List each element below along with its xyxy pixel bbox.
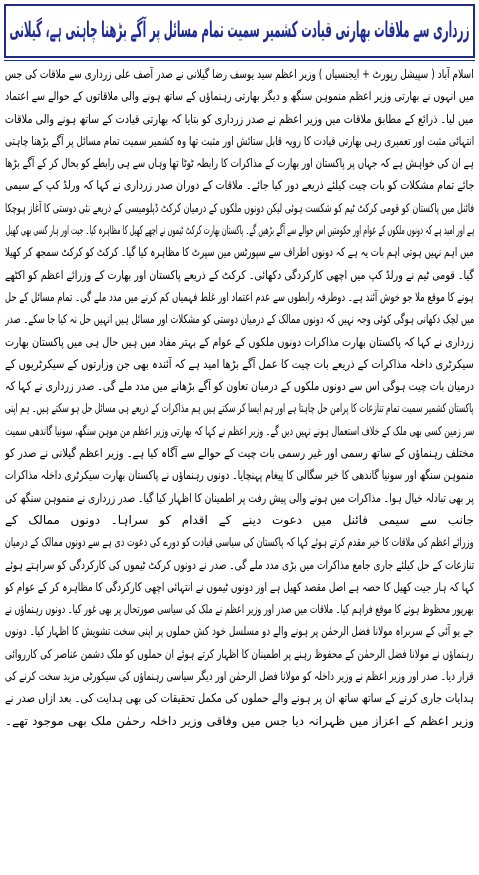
article-line: ہدایات جاری کرنے کے ساتھ ساتھ ان پر ہونے والے حملوں کی مکمل تحقیقات کی بھی ہدایت کی۔ بعد ازاں صدر نے — [5, 691, 474, 706]
article-line: ہے ان کی خواہش ہے کہ جہاں پر پاکستان اور بھارت کے مذاکرات کا رابطہ ٹوٹا تھا وہاں سے ہی رابطے کو بحال کر کے آگے بڑھا — [5, 156, 474, 171]
article-line: فائنل میں پاکستان کو قومی کرکٹ ٹیم کو شکست ہوئی لیکن دونوں ملکوں کے درمیان کرکٹ ڈپلومیسی کے ذریعے نئی دوستی کا آغاز ہوچکا — [5, 200, 474, 215]
article-line: زرداری نے کہا کہ پاکستان بھارت مذاکرات دونوں ملکوں کے عوام کے بہتر مفاد میں ہیں حال ہی میں پاکستان بھارت — [5, 334, 474, 349]
article-line: وزیر اعظم کے اعزاز میں ظہرانہ دیا جس میں وفاقی وزیر داخلہ رحمٰن ملک بھی موجود تھے۔ — [5, 713, 474, 728]
headline-box — [4, 4, 475, 58]
article-line: انتہائی مثبت اور تعمیری رہی بھارتی قیادت کا رویہ قابل ستائش اور مثبت تھا وہ کشمیر سمیت تمام مسائل پر آگے بڑھنا چاہتی — [5, 133, 474, 148]
article-line: میں اہم نہیں ہوتی اہم بات یہ ہے کہ دونوں اطراف سے سپورٹس مین سپرٹ کا مظاہرہ کیا گیا۔ کرکٹ کو کرکٹ سمجھ کر کھیلا — [5, 245, 474, 260]
article-body — [5, 63, 474, 869]
article-line: میں لیا۔ ذرائع کے مطابق ملاقات میں وزیر اعظم نے صدر زرداری کو بتایا کہ بھارتی قیادت کے ساتھ ہونے والی ملاقات — [5, 111, 474, 126]
article-line: ہونے کا موقع ملا جو خوش آئند ہے۔ دوطرفہ رابطوں سے عدم اعتماد اور غلط فہمیاں کم کرنے میں مدد ملے گی۔ تمام مسائل کے حل — [5, 289, 474, 304]
article-line: میں انہوں نے بھارتی وزیر اعظم منموہن سنگھ و دیگر بھارتی رہنماؤں کے ساتھ ہونے والی ملاقاتوں کے حوالے سے اعتماد — [5, 89, 474, 104]
article-line: پاکستان کشمیر سمیت تمام تنازعات کا پرامن حل چاہتا ہے اور ہم ایسا کر سکتے ہیں ہم مذاکرات کے ذریعے ہی مسائل حل ہو سکتے ہیں۔ ہم اپنی — [5, 401, 474, 416]
article-line: گیا۔ قومی ٹیم نے ورلڈ کپ میں اچھی کارکردگی دکھائی۔ کرکٹ کے ذریعے پاکستان اور بھارت کے وزرائے اعظم کو اکٹھے — [5, 267, 474, 282]
article-line: جے یو آئی کے سربراہ مولانا فضل الرحمٰن پر ہونے والے دو مسلسل خود کش حملوں پر اپنی سخت تشویش کا اظہار کیا۔ دونوں — [5, 624, 474, 639]
headline-divider — [4, 60, 475, 61]
article-line: درمیان بات چیت ہوگی اس سے دونوں ملکوں کے درمیان تعاون کو آگے بڑھانے میں مدد ملے گی۔ صدر زرداری نے کہا کہ — [5, 379, 474, 394]
article-line: اسلام آباد ( سپیشل رپورٹ + ایجنسیاں ) وزیر اعظم سید یوسف رضا گیلانی نے صدر آصف علی زرداری سے ملاقات کی جس — [5, 67, 474, 81]
article-line: بھرپور محظوظ ہونے کا موقع فراہم کیا۔ ملاقات میں صدر اور وزیر اعظم نے ملک کی سیاسی صورتحال پر بھی غور کیا۔ دونوں رہنماؤں نے — [5, 602, 474, 617]
article-line: سیکرٹری داخلہ مذاکرات کے ذریعے بات چیت کا عمل آگے بڑھا امید ہے کہ آئندہ بھی جن وزارتوں کے سیکرٹریوں کے — [5, 356, 474, 371]
article-line: میں لچک دکھانی ہوگی کوئی وجہ نہیں کہ دونوں ممالک کے درمیان دوستی کو مشکلات اور مسائل ہیں انہیں حل نہ کیا جا سکے۔ صدر — [5, 312, 474, 327]
article-line: وزرائے اعظم کی ملاقات کا خیر مقدم کرتے ہوئے کہا کہ پاکستان کی سیاسی قیادت کو دورے کی دعوت دی ہے سے دونوں ممالک کے درمیان — [5, 535, 474, 550]
article-line: قرار دیا۔ صدر اور وزیر اعظم نے وزیر داخلہ کو مولانا فضل الرحمٰن اور دیگر سیاسی رہنماؤں کی سیکورٹی مزید سخت کرنے کی — [5, 669, 474, 684]
headline: زرداری سے ملاقات بھارتی قیادت کشمیر سمیت تمام مسائل پر آگے بڑھنا چاہتی ہے، گیلانی — [9, 18, 470, 43]
article-line: جانب سے سیمی فائنل میں دعوت دینے کے اقدام کو سراہا۔ دونوں ممالک کے — [5, 512, 474, 527]
article-line: پر بھی تبادلہ خیال ہوا۔ مذاکرات میں ہونے والی پیش رفت پر اطمینان کا اظہار کیا گیا۔ صدر زرداری نے منموہن سنگھ کی — [5, 490, 474, 505]
article-line: کہا کہ ہار جیت کھیل کا حصہ ہے اصل مقصد کھیل ہے اور دونوں ٹیموں نے انتہائی اچھی کارکردگی کا مظاہرہ کر کے عوام کو — [5, 579, 474, 594]
article-line: سر زمین کسی بھی ملک کے خلاف استعمال ہونے نہیں دیں گے۔ وزیر اعظم نے کہا کہ بھارتی وزیر اعظم من موہن سنگھ، سونیا گاندھی سمیت — [5, 423, 474, 438]
article-line: منموہن سنگھ اور سونیا گاندھی کا خیر سگالی کا پیغام پہنچایا۔ دونوں رہنماؤں نے پاکستان بھارت سیکرٹری داخلہ مذاکرات — [5, 468, 474, 483]
article-line: ہے اور امید ہے کہ دونوں ملکوں کے عوام اور حکومتیں اس حوالے سے آگے بڑھیں گے۔ پاکستان بھارت کرکٹ ٹیموں نے اچھے کھیل کا مظاہرہ کیا۔ جیت اور ہار کسی بھی کھیل — [5, 223, 474, 238]
article-line: تنازعات کے حل کیلئے جاری جامع مذاکرات میں بڑی مدد ملے گی۔ صدر نے دونوں کرکٹ ٹیموں کی کارکردگی کو سراہتے ہوئے — [5, 557, 474, 572]
article-line: جائے تمام مشکلات کو بات چیت کیلئے ذریعے دور کیا جائے۔ ملاقات کے دوران صدر زرداری نے کہا کہ ورلڈ کپ کے سیمی — [5, 178, 474, 193]
article-line: مختلف رہنماؤں کے ساتھ رسمی اور غیر رسمی بات چیت کے حوالے سے آگاہ کیا ہے۔ وزیر اعظم گیلانی نے صدر کو — [5, 446, 474, 461]
article-line: رہنماؤں نے مولانا فضل الرحمٰن کے محفوظ رہنے پر اطمینان کا اظہار کرتے ہوئے ان حملوں کو ملک دشمن عناصر کی کارروائی — [5, 646, 474, 661]
